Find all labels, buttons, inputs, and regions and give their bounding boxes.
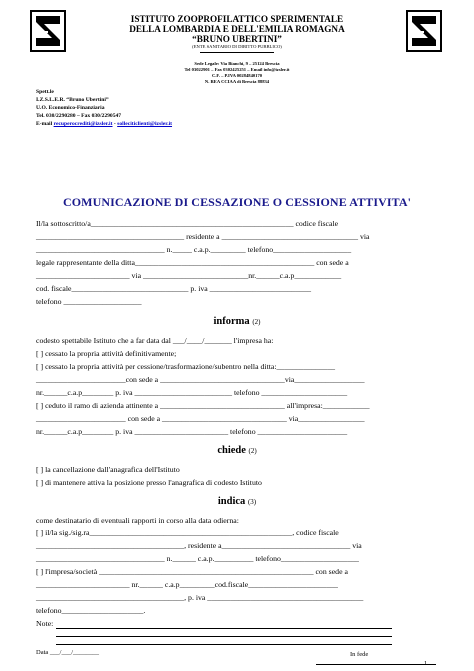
indica-line: telefono_____________________. — [36, 606, 146, 615]
page-number: 1 — [424, 660, 428, 667]
header-separator — [200, 52, 274, 53]
recipient-tel: Tel. 030/2290280 – Fax 030/2290547 — [36, 113, 122, 119]
intro-line: _________________________________ n._____ c.a.p._________ telefono____________________ — [36, 245, 352, 254]
header-rea: N. REA CCIAA di Brescia 88834 — [204, 79, 270, 84]
informa-line: _______________________ con sede a ________________________________ via_________________ — [36, 414, 365, 423]
date-field: Data ___/___/________ — [36, 649, 100, 656]
note-line[interactable] — [56, 644, 392, 645]
informa-line: codesto spettabile Istituto che a far data dal ___/____/_______ l'impresa ha: — [36, 336, 274, 345]
intro-line: ________________________ via ___________________________nr.______c.a.p____________ — [36, 271, 342, 280]
chiede-line: [ ] di mantenere attiva la posizione presso l'anagrafica di codesto Istituto — [36, 478, 262, 487]
section-informa-note: (2) — [252, 318, 261, 326]
section-indica-note: (3) — [247, 498, 257, 506]
intro-line: ______________________________________ residente a ___________________________________ via — [36, 232, 370, 241]
informa-line: nr.______c.a.p________ p. iva _________________________ telefono ______________________ — [36, 388, 348, 397]
recipient-name: I.Z.S.L.E.R. “Bruno Ubertini” — [36, 97, 109, 103]
email-label: E-mail — [36, 121, 53, 127]
section-indica-label: indica — [217, 496, 246, 507]
email-link-recupero[interactable]: recuperocrediti@izsler.it — [53, 121, 113, 127]
intro-line: telefono ____________________ — [36, 297, 142, 306]
header-line-2: DELLA LOMBARDIA E DELL'EMILIA ROMAGNA — [129, 24, 345, 34]
section-chiede — [0, 445, 474, 456]
recipient-spett: Spett.le — [36, 89, 54, 95]
header-line-1: ISTITUTO ZOOPROFILATTICO SPERIMENTALE — [130, 14, 344, 24]
header-cf: C.F. – P.IVA 00284840170 — [211, 73, 263, 78]
header-line-3: “BRUNO UBERTINI” — [192, 34, 282, 44]
section-chiede-note: (2) — [248, 447, 257, 455]
signature-line[interactable] — [316, 664, 436, 665]
informa-line: [ ] ceduto il ramo di azienda attinente a ________________________________ all'impresa:____________ — [36, 401, 370, 410]
recipient-office: U.O. Economico-Finanziaria — [36, 105, 105, 111]
informa-line: _______________________con sede a ________________________________via__________________ — [36, 375, 365, 384]
indica-line: [ ] il/la sig./sig.ra____________________________________________________, codice fiscale — [36, 528, 339, 537]
note-line[interactable] — [56, 628, 392, 629]
indica-line: ______________________________________, p. iva ________________________________________ — [36, 593, 364, 602]
chiede-line: [ ] la cancellazione dall'anagrafica dell'Istituto — [36, 465, 180, 474]
informa-line: nr.______c.a.p________ p. iva ________________________ telefono _______________________ — [36, 427, 348, 436]
indica-line: ______________________________________, residente a_________________________________ via — [36, 541, 362, 550]
informa-line: [ ] cessato la propria attività per cessione/trasformazione/subentro nella ditta:_______________ — [36, 362, 336, 371]
informa-line: [ ] cessato la propria attività definitivamente; — [36, 349, 177, 358]
recipient-email-line — [36, 121, 172, 129]
indica-line: ________________________ nr.______ c.a.p_________cod.fiscale_______________________ — [36, 580, 338, 589]
section-chiede-label: chiede — [217, 445, 246, 456]
email-separator: - — [113, 121, 116, 127]
in-fede-label: In fede — [350, 651, 369, 658]
document-title: COMUNICAZIONE DI CESSAZIONE O CESSIONE ATTIVITA' — [62, 195, 412, 209]
section-informa-label: informa — [213, 316, 250, 327]
header-tel: Tel 03022901 – Fax 0302425251 – Email info@izsler.it — [184, 67, 290, 72]
header-sede: Sede Legale: Via Bianchi, 9 – 25124 Brescia — [194, 61, 280, 66]
intro-line: Il/la sottoscritto/a____________________________________________________ codice fiscale — [36, 219, 339, 228]
section-informa — [0, 316, 474, 327]
indica-line: _________________________________ n.______ c.a.p.__________ telefono____________________ — [36, 554, 359, 563]
header-line-4: (ENTE SANITARIO DI DIRITTO PUBBLICO) — [192, 44, 282, 49]
section-indica — [0, 496, 474, 507]
intro-line: legale rappresentante della ditta______________________________________________ con sede a — [36, 258, 349, 267]
intro-line: cod. fiscale______________________________ p. iva __________________________ — [36, 284, 312, 293]
email-link-solleciti[interactable]: solleciticlienti@izsler.it — [117, 121, 173, 127]
indica-line: [ ] l'impresa/società _______________________________________________________ con sede a — [36, 567, 348, 576]
indica-line: come destinatario di eventuali rapporti in corso alla data odierna: — [36, 516, 239, 525]
note-label: Note: — [36, 619, 54, 628]
note-line[interactable] — [56, 636, 392, 637]
